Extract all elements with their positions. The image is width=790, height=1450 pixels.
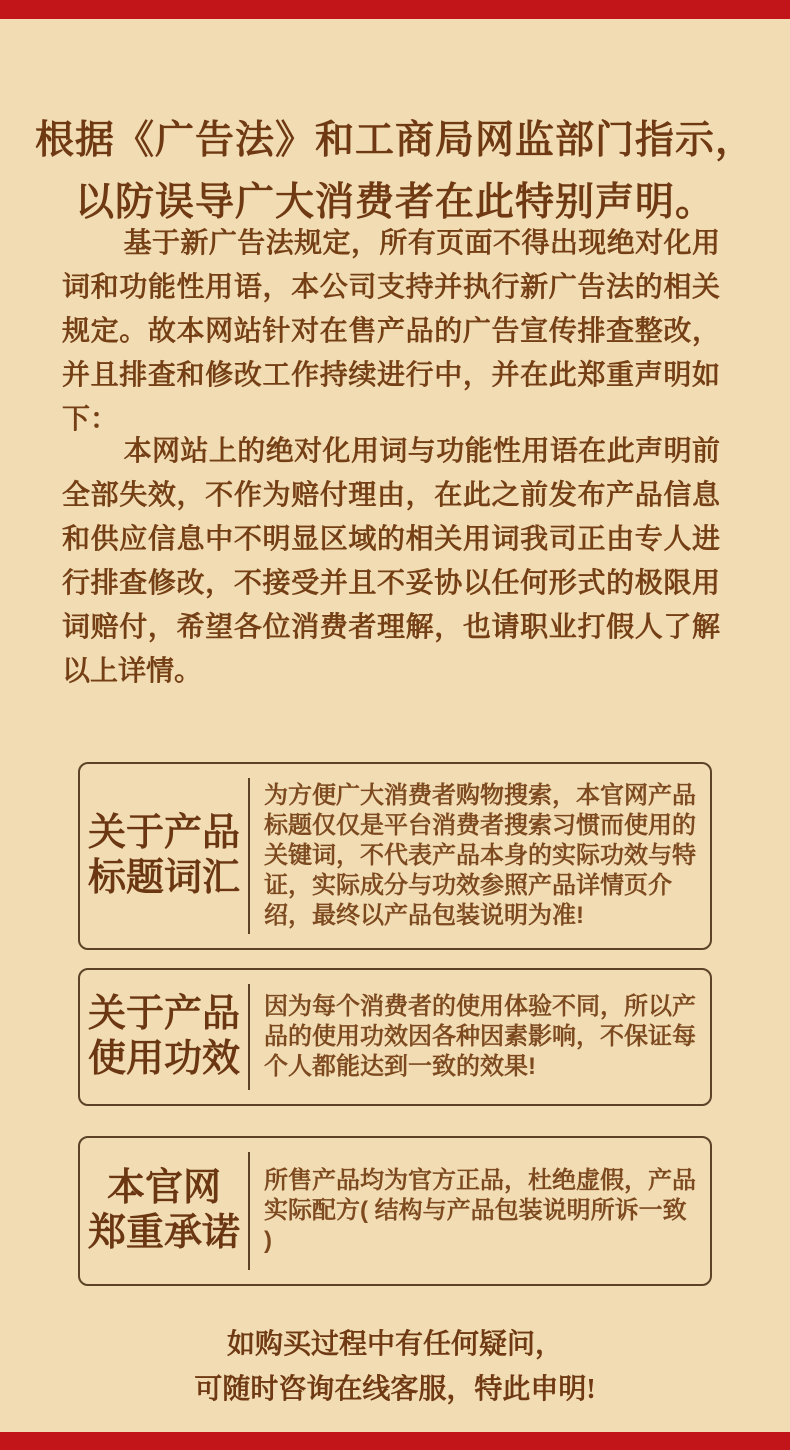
box-label-line-1: 关于产品 [87, 993, 240, 1035]
notice-box-text: 为方便广大消费者购物搜索，本官网产品标题仅仅是平台消费者搜索习惯而使用的关键词，不代表产品本身的实际功效与特证，实际成分与功效参照产品详情页介绍，最终以产品包装说明为准! [264, 782, 696, 929]
box-label-line-2: 标题词汇 [87, 857, 240, 899]
footer-note [0, 1322, 790, 1412]
top-red-bar [0, 0, 790, 19]
box-label-line-1: 关于产品 [87, 812, 240, 854]
notice-box-label [80, 1166, 248, 1256]
notice-box-label [80, 992, 248, 1082]
box-label-line-2: 郑重承诺 [87, 1212, 240, 1254]
statement-paragraph: 本网站上的绝对化用词与功能性用语在此声明前全部失效，不作为赔付理由，在此之前发布产品信息和供应信息中不明显区域的相关用词我司正由专人进行排查修改，不接受并且不妥协以任何形式的极限用词赔付，希望各位消费者理解，也请职业打假人了解以上详情。 [62, 436, 720, 687]
title-line-1: 根据《广告法》和工商局网监部门指示， [34, 119, 755, 163]
notice-box-label [80, 811, 248, 901]
intro-paragraph: 基于新广告法规定，所有页面不得出现绝对化用词和功能性用语，本公司支持并执行新广告法的相关规定。故本网站针对在售产品的广告宣传排查整改，并且排查和修改工作持续进行中，并在此郑重声明如下： [62, 228, 720, 435]
notice-box-title-keywords [78, 762, 712, 950]
box-label-line-2: 使用功效 [87, 1038, 240, 1080]
footer-line-2: 可随时咨询在线客服，特此申明! [194, 1374, 596, 1405]
page-title [0, 110, 790, 234]
title-line-2: 以防误导广大消费者在此特别声明。 [74, 181, 715, 225]
footer-line-1: 如购买过程中有任何疑问， [226, 1329, 563, 1360]
notice-box-text: 所售产品均为官方正品，杜绝虚假，产品实际配方( 结构与产品包装说明所诉一致 ) [264, 1167, 696, 1254]
bottom-red-bar [0, 1432, 790, 1450]
notice-box-usage-effect [78, 968, 712, 1106]
box-label-line-1: 本官网 [106, 1167, 221, 1209]
notice-box-official-promise [78, 1136, 712, 1286]
notice-box-text: 因为每个消费者的使用体验不同，所以产品的使用功效因各种因素影响，不保证每个人都能达到一致的效果! [264, 993, 696, 1080]
